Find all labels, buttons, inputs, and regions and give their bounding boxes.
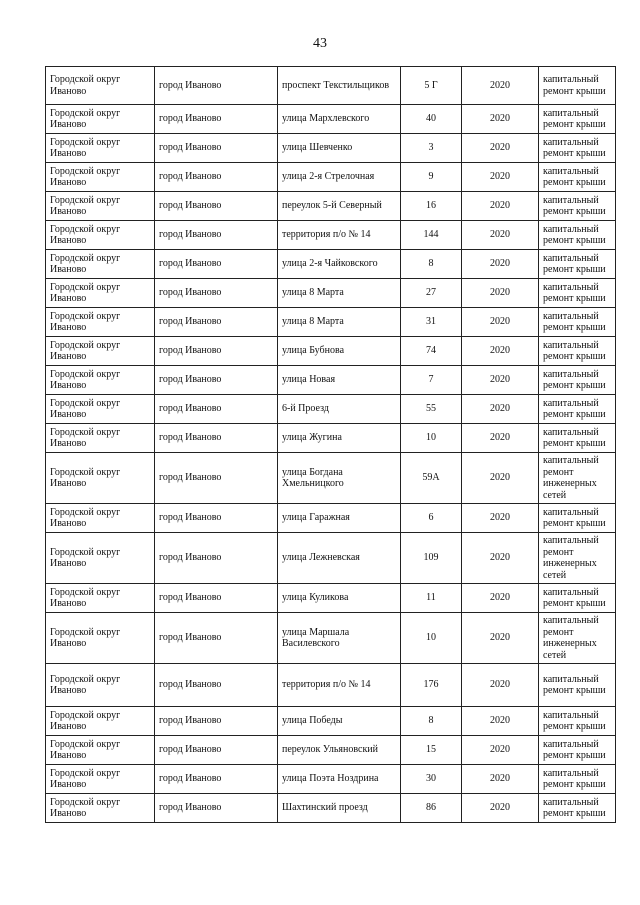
table-row [46,794,616,823]
municipal-district-cell: Городской округ Иваново [46,221,155,250]
settlement-cell: город Иваново [155,765,278,794]
table-row [46,736,616,765]
table-row [46,664,616,707]
house-number-cell: 27 [401,279,462,308]
house-number-cell: 10 [401,424,462,453]
municipal-district-cell: Городской округ Иваново [46,192,155,221]
municipal-district-cell: Городской округ Иваново [46,105,155,134]
work-type-cell: капитальный ремонт крыши [539,765,616,794]
street-cell: проспект Текстильщиков [278,67,401,105]
house-number-cell: 144 [401,221,462,250]
year-cell: 2020 [462,453,539,504]
street-cell: территория п/о № 14 [278,221,401,250]
municipal-district-cell: Городской округ Иваново [46,707,155,736]
street-cell: переулок 5-й Северный [278,192,401,221]
work-type-cell: капитальный ремонт крыши [539,250,616,279]
municipal-district-cell: Городской округ Иваново [46,250,155,279]
work-type-cell: капитальный ремонт крыши [539,736,616,765]
street-cell: улица Лежневская [278,533,401,584]
house-number-cell: 30 [401,765,462,794]
settlement-cell: город Иваново [155,279,278,308]
street-cell: улица Гаражная [278,504,401,533]
work-type-cell: капитальный ремонт крыши [539,221,616,250]
settlement-cell: город Иваново [155,504,278,533]
year-cell: 2020 [462,613,539,664]
municipal-district-cell: Городской округ Иваново [46,765,155,794]
table-row [46,424,616,453]
municipal-district-cell: Городской округ Иваново [46,337,155,366]
year-cell: 2020 [462,221,539,250]
street-cell: улица 2-я Стрелочная [278,163,401,192]
table-row [46,105,616,134]
street-cell: улица Мархлевского [278,105,401,134]
house-number-cell: 40 [401,105,462,134]
settlement-cell: город Иваново [155,584,278,613]
work-type-cell: капитальный ремонт крыши [539,664,616,707]
settlement-cell: город Иваново [155,337,278,366]
house-number-cell: 7 [401,366,462,395]
work-type-cell: капитальный ремонт крыши [539,366,616,395]
house-number-cell: 31 [401,308,462,337]
work-type-cell: капитальный ремонт крыши [539,308,616,337]
house-number-cell: 8 [401,250,462,279]
table-row [46,453,616,504]
year-cell: 2020 [462,308,539,337]
work-type-cell: капитальный ремонт инженерных сетей [539,533,616,584]
street-cell: улица Куликова [278,584,401,613]
work-type-cell: капитальный ремонт инженерных сетей [539,453,616,504]
table-row [46,613,616,664]
settlement-cell: город Иваново [155,366,278,395]
table-row [46,584,616,613]
house-number-cell: 8 [401,707,462,736]
street-cell: улица 8 Марта [278,279,401,308]
street-cell: улица Жугина [278,424,401,453]
house-number-cell: 9 [401,163,462,192]
house-number-cell: 16 [401,192,462,221]
year-cell: 2020 [462,533,539,584]
work-type-cell: капитальный ремонт крыши [539,395,616,424]
municipal-district-cell: Городской округ Иваново [46,366,155,395]
street-cell: улица 2-я Чайковского [278,250,401,279]
table-row [46,250,616,279]
settlement-cell: город Иваново [155,67,278,105]
street-cell: 6-й Проезд [278,395,401,424]
municipal-district-cell: Городской округ Иваново [46,736,155,765]
table-row [46,279,616,308]
settlement-cell: город Иваново [155,134,278,163]
settlement-cell: город Иваново [155,794,278,823]
municipal-district-cell: Городской округ Иваново [46,134,155,163]
table-row [46,533,616,584]
year-cell: 2020 [462,395,539,424]
house-number-cell: 176 [401,664,462,707]
settlement-cell: город Иваново [155,664,278,707]
year-cell: 2020 [462,134,539,163]
street-cell: улица Новая [278,366,401,395]
registry-table-body [46,67,616,823]
year-cell: 2020 [462,765,539,794]
work-type-cell: капитальный ремонт крыши [539,105,616,134]
page-number: 43 [313,36,327,51]
street-cell: территория п/о № 14 [278,664,401,707]
municipal-district-cell: Городской округ Иваново [46,794,155,823]
house-number-cell: 6 [401,504,462,533]
year-cell: 2020 [462,279,539,308]
work-type-cell: капитальный ремонт крыши [539,279,616,308]
year-cell: 2020 [462,337,539,366]
street-cell: переулок Ульяновский [278,736,401,765]
street-cell: улица Шевченко [278,134,401,163]
repair-registry-table [45,66,616,823]
house-number-cell: 109 [401,533,462,584]
municipal-district-cell: Городской округ Иваново [46,163,155,192]
municipal-district-cell: Городской округ Иваново [46,424,155,453]
work-type-cell: капитальный ремонт крыши [539,67,616,105]
table-row [46,707,616,736]
table-row [46,504,616,533]
municipal-district-cell: Городской округ Иваново [46,504,155,533]
settlement-cell: город Иваново [155,395,278,424]
table-row [46,395,616,424]
year-cell: 2020 [462,707,539,736]
settlement-cell: город Иваново [155,192,278,221]
settlement-cell: город Иваново [155,613,278,664]
municipal-district-cell: Городской округ Иваново [46,613,155,664]
year-cell: 2020 [462,250,539,279]
year-cell: 2020 [462,67,539,105]
year-cell: 2020 [462,105,539,134]
house-number-cell: 5 Г [401,67,462,105]
municipal-district-cell: Городской округ Иваново [46,453,155,504]
settlement-cell: город Иваново [155,221,278,250]
municipal-district-cell: Городской округ Иваново [46,533,155,584]
house-number-cell: 15 [401,736,462,765]
municipal-district-cell: Городской округ Иваново [46,67,155,105]
settlement-cell: город Иваново [155,453,278,504]
table-row [46,765,616,794]
house-number-cell: 55 [401,395,462,424]
house-number-cell: 59А [401,453,462,504]
house-number-cell: 3 [401,134,462,163]
year-cell: 2020 [462,584,539,613]
settlement-cell: город Иваново [155,105,278,134]
year-cell: 2020 [462,736,539,765]
table-row [46,308,616,337]
street-cell: улица Богдана Хмельницкого [278,453,401,504]
table-row [46,67,616,105]
work-type-cell: капитальный ремонт крыши [539,337,616,366]
work-type-cell: капитальный ремонт крыши [539,504,616,533]
work-type-cell: капитальный ремонт крыши [539,163,616,192]
house-number-cell: 11 [401,584,462,613]
year-cell: 2020 [462,504,539,533]
table-row [46,163,616,192]
municipal-district-cell: Городской округ Иваново [46,279,155,308]
municipal-district-cell: Городской округ Иваново [46,584,155,613]
municipal-district-cell: Городской округ Иваново [46,395,155,424]
street-cell: улица Поэта Ноздрина [278,765,401,794]
work-type-cell: капитальный ремонт крыши [539,424,616,453]
table-row [46,221,616,250]
settlement-cell: город Иваново [155,163,278,192]
settlement-cell: город Иваново [155,308,278,337]
house-number-cell: 86 [401,794,462,823]
work-type-cell: капитальный ремонт крыши [539,794,616,823]
street-cell: улица Маршала Василевского [278,613,401,664]
work-type-cell: капитальный ремонт крыши [539,134,616,163]
table-row [46,366,616,395]
work-type-cell: капитальный ремонт инженерных сетей [539,613,616,664]
table-row [46,192,616,221]
settlement-cell: город Иваново [155,736,278,765]
year-cell: 2020 [462,163,539,192]
settlement-cell: город Иваново [155,707,278,736]
year-cell: 2020 [462,794,539,823]
house-number-cell: 10 [401,613,462,664]
street-cell: улица Бубнова [278,337,401,366]
table-row [46,337,616,366]
street-cell: Шахтинский проезд [278,794,401,823]
year-cell: 2020 [462,424,539,453]
work-type-cell: капитальный ремонт крыши [539,707,616,736]
settlement-cell: город Иваново [155,250,278,279]
year-cell: 2020 [462,664,539,707]
table-row [46,134,616,163]
municipal-district-cell: Городской округ Иваново [46,308,155,337]
house-number-cell: 74 [401,337,462,366]
year-cell: 2020 [462,366,539,395]
municipal-district-cell: Городской округ Иваново [46,664,155,707]
street-cell: улица 8 Марта [278,308,401,337]
year-cell: 2020 [462,192,539,221]
work-type-cell: капитальный ремонт крыши [539,584,616,613]
settlement-cell: город Иваново [155,533,278,584]
street-cell: улица Победы [278,707,401,736]
settlement-cell: город Иваново [155,424,278,453]
work-type-cell: капитальный ремонт крыши [539,192,616,221]
